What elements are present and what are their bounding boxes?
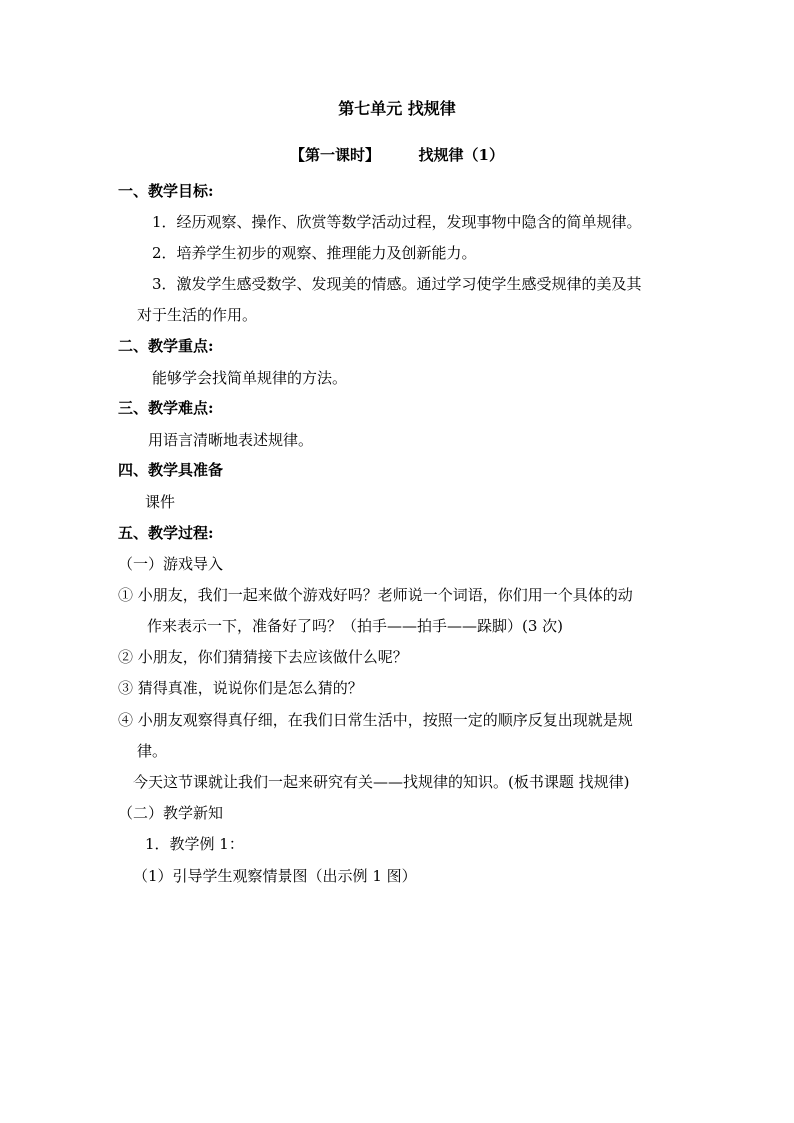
lesson-heading: [0, 145, 794, 165]
goal-3-line-2: 对于生活的作用。: [137, 306, 258, 324]
document-title: 第七单元 找规律: [338, 99, 456, 118]
lesson-title: 找规律（1）: [418, 146, 504, 164]
part-2-heading: （二）教学新知: [118, 804, 224, 822]
goal-2: 2．培养学生初步的观察、推理能力及创新能力。: [152, 244, 477, 262]
step-2: ② 小朋友，你们猜猜接下去应该做什么呢？: [118, 648, 408, 666]
goal-1: 1．经历观察、操作、欣赏等数学活动过程，发现事物中隐含的简单规律。: [152, 213, 642, 231]
example-1-sub-1: （1）引导学生观察情景图（出示例 1 图）: [133, 867, 417, 885]
intro-text: 今天这节课就让我们一起来研究有关——找规律的知识。(板书课题 找规律): [133, 773, 630, 791]
difficulty-heading: 三、教学难点:: [118, 399, 214, 417]
goals-heading: 一、教学目标:: [118, 182, 214, 200]
step-4-line-2: 律。: [137, 742, 168, 760]
key-point-heading: 二、教学重点:: [118, 337, 214, 355]
process-heading: 五、教学过程:: [118, 524, 214, 542]
lesson-tag: 【第一课时】: [290, 146, 381, 164]
part-1-heading: （一）游戏导入: [118, 555, 224, 573]
prep-heading: 四、教学具准备: [118, 461, 224, 479]
goal-3-line-1: 3．激发学生感受数学、发现美的情感。通过学习使学生感受规律的美及其: [152, 275, 642, 293]
step-3: ③ 猜得真准，说说你们是怎么猜的？: [118, 679, 363, 697]
difficulty-text: 用语言清晰地表述规律。: [148, 431, 314, 449]
step-4-line-1: ④ 小朋友观察得真仔细，在我们日常生活中，按照一定的顺序反复出现就是规: [118, 711, 633, 729]
example-1: 1．教学例 1：: [145, 835, 244, 853]
step-1-line-2: 作来表示一下，准备好了吗？（拍手——拍手——跺脚）(3 次): [147, 617, 564, 635]
key-point-text: 能够学会找简单规律的方法。: [152, 369, 348, 387]
prep-text: 课件: [145, 493, 176, 511]
step-1-line-1: ① 小朋友，我们一起来做个游戏好吗？老师说一个词语，你们用一个具体的动: [118, 586, 633, 604]
